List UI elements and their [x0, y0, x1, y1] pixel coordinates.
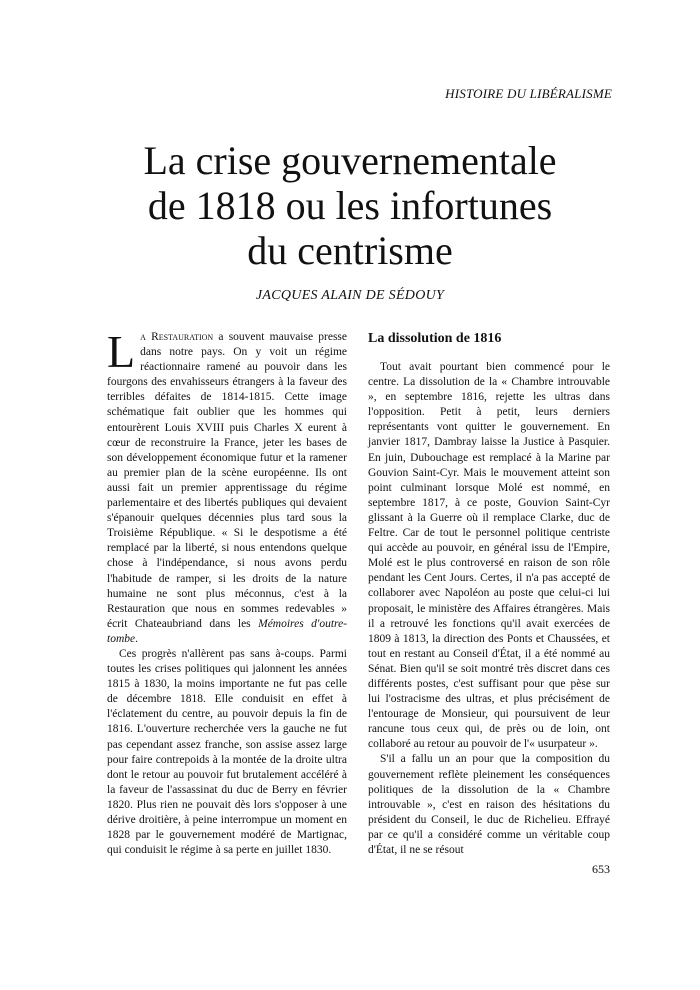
left-paragraph-1 — [107, 326, 348, 647]
left-paragraph-1-text: a souvent mauvaise presse dans notre pays. On y voit un régime réactionnaire ramené au pouvoir dans les fourgons des envahisseurs étrangers à la faveur des terribles défaites de 1814-1815. Cette image schématique fait oublier que les hommes qui entourèrent Louis XVIII puis Charles X eurent à cœur de reconstruire la France, jeter les bases de son développement économique futur et la ramener au premier plan de la scène européenne. Ils ont aussi fait un premier apprentissage du régime parlementaire et des libertés publiques qui devaient s'épanouir quelques décennies plus tard sous la Troisième République. « Si le despotisme a été remplacé par la liberté, si nous entendons quelque chose à l'indépendance, si nous avons perdu l'habitude de ramper, si les droits de la nature humaine ne sont plus méconnus, c'est à la Restauration que nous en sommes redevables » écrit Chateaubriand dans les — [107, 331, 348, 630]
left-paragraph-2: Ces progrès n'allèrent pas sans à-coups. Parmi toutes les crises politiques qui jalonnent les années 1815 à 1830, la moins importante ne fut pas celle de décembre 1818. Elle conduisit en effet à l'éclatement du centre, au pouvoir depuis la fin de 1816. L'ouverture recherchée vers la gauche ne fut pas cependant assez franche, son assise assez large pour faire contrepoids à la montée de la droite ultra dont le retour au pouvoir fut brutalement accéléré à la faveur de l'assassinat du duc de Berry en février 1820. Plus rien ne pouvait dès lors s'opposer à une dérive droitière, à peine interrompue un moment en 1828 par le gouvernement modéré de Martignac, qui conduisit le régime à sa perte en juillet 1830. — [107, 647, 347, 857]
page-number: 653 — [592, 862, 610, 876]
running-head: HISTOIRE DU LIBÉRALISME — [445, 86, 612, 101]
book-title-italic: Mémoires d'outre-tombe — [107, 617, 347, 645]
left-paragraph-1-end: . — [135, 632, 138, 645]
right-paragraph-1: Tout avait pourtant bien commencé pour le centre. La dissolution de la « Chambre introuvable », en septembre 1816, rejette les ultras dans l'opposition. Petit à petit, leurs derniers représentants vont quitter le gouvernement. En janvier 1817, Dambray laisse la Justice à Pasquier. En juin, Dubouchage est remplacé à la Marine par Gouvion Saint-Cyr. Mais le mouvement atteint son point culminant lorsque Molé est nommé, en septembre 1817, à ce poste, Gouvion Saint-Cyr glissant à la Guerre où il remplace Clarke, duc de Feltre. Car de tout le personnel politique centriste qui accède au pouvoir, en général issu de l'Empire, Molé est le plus controversé en raison de son rôle pendant les Cent Jours. Certes, il n'a pas accepté de collaborer avec Napoléon au poste que celui-ci lui proposait, le ministère des Affaires étrangères. Mais il a retrouvé les fonctions qu'il avait exercées de 1809 à 1813, la direction des Ponts et Chaussées, et tout en restant au Conseil d'État, il a été nommé au Sénat. Bien qu'il se soit montré très discret dans ces différents postes, c'est suffisant pour que pèse sur lui l'ostracisme des ultras, et plus précisément de l'entourage de Monsieur, qui poursuivent de leur rancune tous ceux qui, de près ou de loin, ont collaboré au retour au pouvoir de l'« usurpateur ». — [368, 361, 610, 751]
drop-cap: L — [107, 326, 136, 377]
right-column — [368, 330, 610, 858]
left-column — [107, 326, 348, 858]
title-line-3: du centrisme — [247, 228, 453, 273]
title-line-2: de 1818 ou les infortunes — [147, 183, 553, 228]
article-title — [60, 138, 640, 273]
right-paragraph-2: S'il a fallu un an pour que la composition du gouvernement reflète pleinement les conséquences politiques de la dissolution de la « Chambre introuvable », c'est en raison des hésitations du président du Conseil, le duc de Richelieu. Effrayé par ce qu'il a considéré comme un véritable coup d'État, il ne se résout — [368, 753, 610, 856]
section-heading: La dissolution de 1816 — [368, 331, 502, 346]
title-line-1: La crise gouvernementale — [143, 138, 557, 183]
author-byline: JACQUES ALAIN DE SÉDOUY — [255, 288, 445, 303]
opening-small-caps: a Restauration — [140, 331, 214, 343]
